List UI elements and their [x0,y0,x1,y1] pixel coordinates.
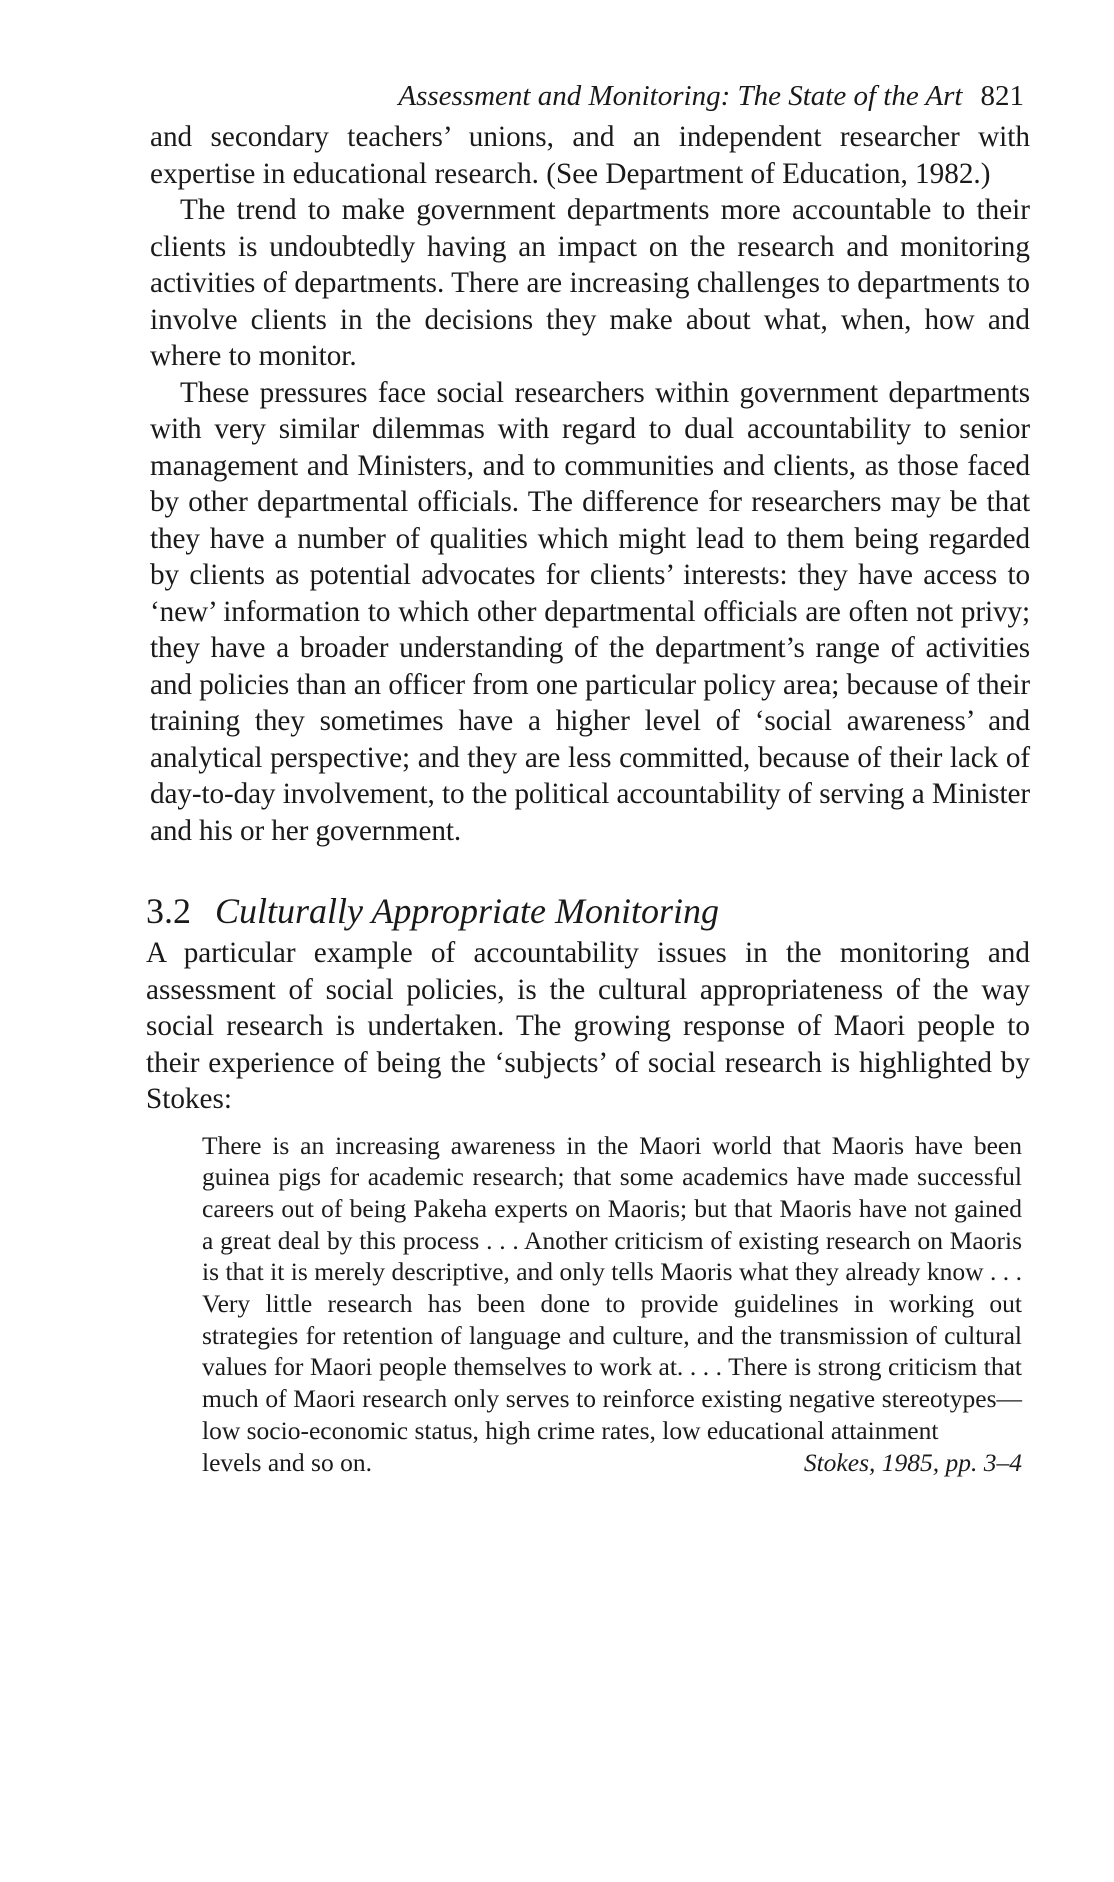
section-intro-paragraph: A particular example of accountability issues in the monitoring and assessment of social policies, is the cultural appropriateness of the way social research is undertaken. The growing response of Maori people to their experience of being the ‘subjects’ of social research is highlighted by Stokes: [146,937,1030,1115]
block-quote [202,1130,1022,1479]
quote-citation: Stokes, 1985, pp. 3–4 [803,1447,1022,1477]
section-body [146,935,1030,1118]
paragraph-researcher-pressures: These pressures face social researchers within government departments with very similar dilemmas with regard to dual accountability to senior management and Ministers, and to communities and clients, as those faced by other departmental officials. The difference for researchers may be that they have a number of qualities which might lead to them being regarded by clients as potential advocates for clients’ interests: they have access to ‘new’ information to which other departmental officials are often not privy; they have a broader understanding of the department’s range of activities and policies than an officer from one particular policy area; because of their training they sometimes have a higher level of ‘social awareness’ and analytical perspective; and they are less committed, because of their lack of day-to-day involvement, to the political accountability of serving a Minister and his or her government. [150,376,1030,847]
paragraph-continued: and secondary teachers’ unions, and an independent researcher with expertise in educational research. (See Department of Education, 1982.) [150,121,1030,190]
page-number: 821 [980,80,1024,112]
document-page [146,80,1030,1478]
section-title: Culturally Appropriate Monitoring [215,891,720,931]
running-head [150,80,1024,113]
quote-text: There is an increasing awareness in the Maori world that Maoris have been guinea pigs for academic research; that some academics have made successful careers out of being Pakeha experts on Maoris; but that Maoris have not gained a great deal by this process . . . Another criticism of existing research on Maoris is that it is merely descriptive, and only tells Maoris what they already know . . . Very little research has been done to provide guidelines in working out strategies for retention of language and culture, and the transmission of cultural values for Maori people themselves to work at. . . . There is strong criticism that much of Maori research only serves to reinforce existing negative stereotypes—low socio-economic status, high crime rates, low educational attainment [202,1130,1022,1445]
section-number: 3.2 [146,891,191,931]
quote-last-line: levels and so on. [202,1447,372,1477]
quote-citation-line [202,1447,1022,1479]
running-head-title: Assessment and Monitoring: The State of the Art [398,80,963,112]
paragraph-accountability-trend: The trend to make government departments more accountable to their clients is undoubtedly having an impact on the research and monitoring activities of departments. There are increasing challenges to departments to involve clients in the decisions they make about what, when, how and where to monitor. [150,194,1030,372]
section-heading [146,889,1030,933]
